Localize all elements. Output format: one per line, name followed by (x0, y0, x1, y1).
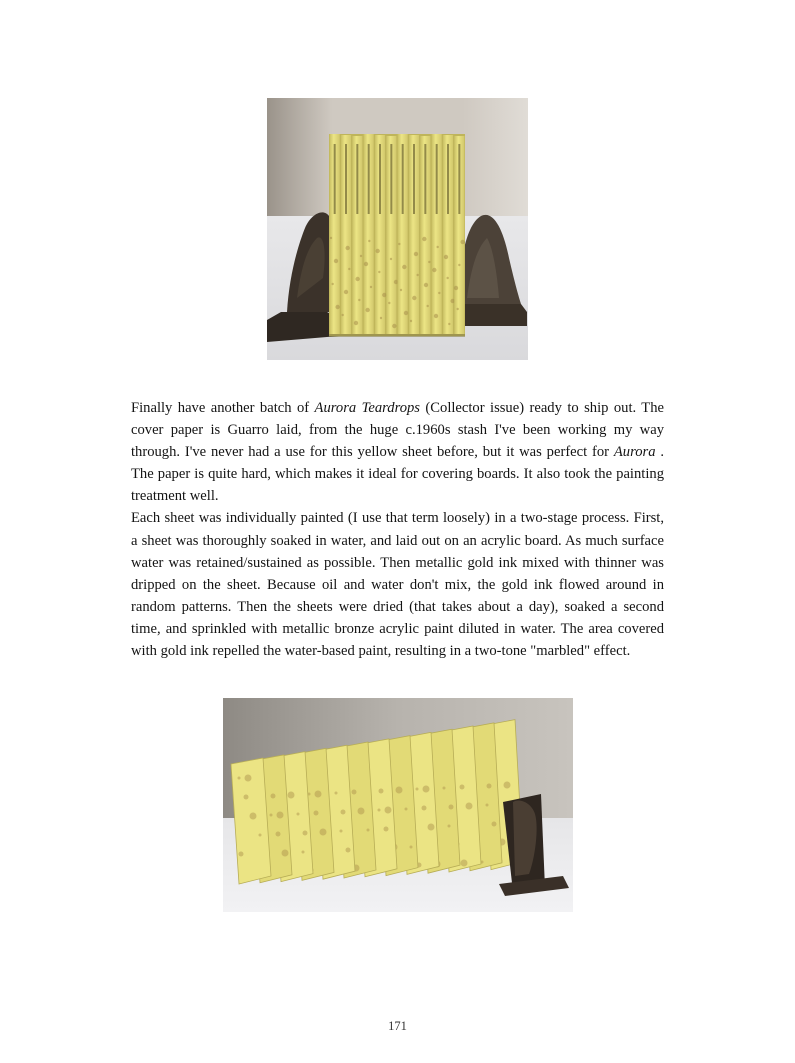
marbling-spot (422, 237, 426, 241)
marbling-spot (303, 831, 308, 836)
marbling-spot (412, 296, 416, 300)
marbling-spot (422, 806, 427, 811)
marbling-spot (414, 252, 418, 256)
marbling-spot (341, 314, 343, 316)
marbling-spot (487, 784, 492, 789)
marbling-spot (358, 808, 365, 815)
marbling-spot (238, 777, 241, 780)
marbling-spot (402, 265, 406, 269)
marbling-spot (340, 830, 343, 833)
marbling-spot (450, 299, 454, 303)
marbling-spot (392, 324, 396, 328)
marbling-spot (358, 299, 360, 301)
marbling-spot (320, 829, 327, 836)
marbling-spot (341, 810, 346, 815)
marbling-spot (460, 240, 464, 244)
marbling-spot (348, 268, 350, 270)
marbling-spot (449, 805, 454, 810)
marbling-spot (382, 293, 386, 297)
marbling-spot (400, 289, 402, 291)
marbling-spot (270, 814, 273, 817)
marbling-spot (379, 789, 384, 794)
paragraph-1-text-b: (Collector issue) ready to ship out. The cover paper is Guarro laid, from the huge c.1960s stash I've been working my way through. I've never had a use for this yellow sheet before, but it was perfect for (131, 400, 664, 461)
marbling-spot (446, 277, 448, 279)
marbling-spot (334, 259, 338, 263)
body-text (131, 397, 664, 662)
marbling-spot (504, 782, 511, 789)
marbling-spot (448, 323, 450, 325)
marbling-spot (454, 286, 458, 290)
marbling-spot (410, 846, 413, 849)
marbling-spot (416, 274, 418, 276)
paragraph-1-text-a: Finally have another batch of (131, 400, 315, 416)
spine-lettering (379, 144, 381, 214)
spine-lettering (458, 144, 460, 214)
marbling-spot (355, 277, 359, 281)
book-title: Aurora Teardrops (314, 400, 420, 416)
spine-lettering (402, 144, 404, 214)
marbling-spot (384, 827, 389, 832)
marbling-spot (330, 237, 332, 239)
marbling-spot (365, 308, 369, 312)
marbling-spot (239, 852, 244, 857)
marbling-spot (434, 314, 438, 318)
marbling-spot (438, 292, 440, 294)
marbling-spot (370, 286, 372, 288)
marbling-spot (368, 240, 370, 242)
marbling-spot (245, 775, 252, 782)
marbling-spot (335, 305, 339, 309)
marbling-spot (297, 813, 300, 816)
marbling-spot (461, 860, 468, 867)
marbling-spot (276, 832, 281, 837)
marbling-spot (378, 271, 380, 273)
spine-lettering (447, 144, 449, 214)
marbling-spot (460, 785, 465, 790)
marbling-spot (315, 791, 322, 798)
page-number: 171 (388, 1019, 407, 1033)
marbling-spot (367, 829, 370, 832)
marbling-spot (390, 258, 392, 260)
spine-lettering (424, 144, 426, 214)
marbling-spot (424, 283, 428, 287)
marbling-spot (385, 807, 392, 814)
marbling-spot (364, 262, 368, 266)
marbling-spot (354, 321, 358, 325)
spine-lettering (436, 144, 438, 214)
marbling-spot (405, 808, 408, 811)
marbling-spot (302, 851, 305, 854)
marbling-spot (416, 788, 419, 791)
marbling-spot (345, 246, 349, 250)
marbling-spot (378, 809, 381, 812)
marbling-spot (314, 811, 319, 816)
marbling-spot (396, 787, 403, 794)
marbling-spot (288, 792, 295, 799)
photo-marbled-book-covers (223, 698, 573, 912)
marbling-spot (259, 834, 262, 837)
marbling-spot (352, 790, 357, 795)
marbling-spot (428, 261, 430, 263)
marbling-spot (458, 264, 460, 266)
marbling-spot (492, 822, 497, 827)
book-title-short: Aurora (613, 444, 656, 461)
marbling-spot (388, 302, 390, 304)
spine-lettering (390, 144, 392, 214)
spine-lettering (368, 144, 370, 214)
marbling-spot (346, 848, 351, 853)
marbling-spot (394, 280, 398, 284)
marbling-spot (380, 317, 382, 319)
marbling-spot (277, 812, 284, 819)
marbling-spot (486, 804, 489, 807)
marbling-spot (443, 787, 446, 790)
spine-lettering (334, 144, 336, 214)
photo-book-spines-between-bookends (267, 98, 528, 360)
marbling-spot (375, 249, 379, 253)
marbling-spot (250, 813, 257, 820)
marbling-spot (331, 283, 333, 285)
marbling-spot (404, 311, 408, 315)
photo-top-graphic (267, 98, 528, 360)
marbling-spot (466, 803, 473, 810)
marbling-spot (436, 246, 438, 248)
marbling-spot (244, 795, 249, 800)
marbling-spot (271, 794, 276, 799)
spine-lettering (356, 144, 358, 214)
marbling-spot (444, 255, 448, 259)
marbling-spot (423, 786, 430, 793)
marbling-spot (344, 290, 348, 294)
marbling-spot (398, 243, 400, 245)
marbling-spot (360, 255, 362, 257)
book-spines (329, 134, 465, 336)
marbling-spot (448, 825, 451, 828)
photo-bottom-graphic (223, 698, 573, 912)
marbling-spot (282, 850, 289, 857)
marbling-spot (456, 308, 458, 310)
paragraph-1 (131, 397, 664, 507)
paragraph-2: Each sheet was individually painted (I use that term loosely) in a two-stage process. First, a sheet was thoroughly soaked in water, and laid out on an acrylic board. As much surface water was retained/sustained as possible. Then metallic gold ink mixed with thinner was dripped on the sheet. Because oil and water don't mix, the gold ink flowed around in random patterns. Then the sheets were dried (that takes about a day), soaked a second time, and sprinkled with metallic bronze acrylic paint diluted in water. The area covered with gold ink repelled the water-based paint, resulting in a two-tone "marbled" effect. (131, 510, 664, 660)
marbling-spot (410, 320, 412, 322)
marbling-spot (432, 268, 436, 272)
marbling-spot (428, 824, 435, 831)
spine-lettering (345, 144, 347, 214)
marbling-spot (335, 792, 338, 795)
marbling-spot (426, 305, 428, 307)
spine-lettering (413, 144, 415, 214)
paragraph-1-text-c: . The paper is quite hard, which makes it ideal for covering boards. It also took the painting treatment well. (131, 444, 665, 505)
